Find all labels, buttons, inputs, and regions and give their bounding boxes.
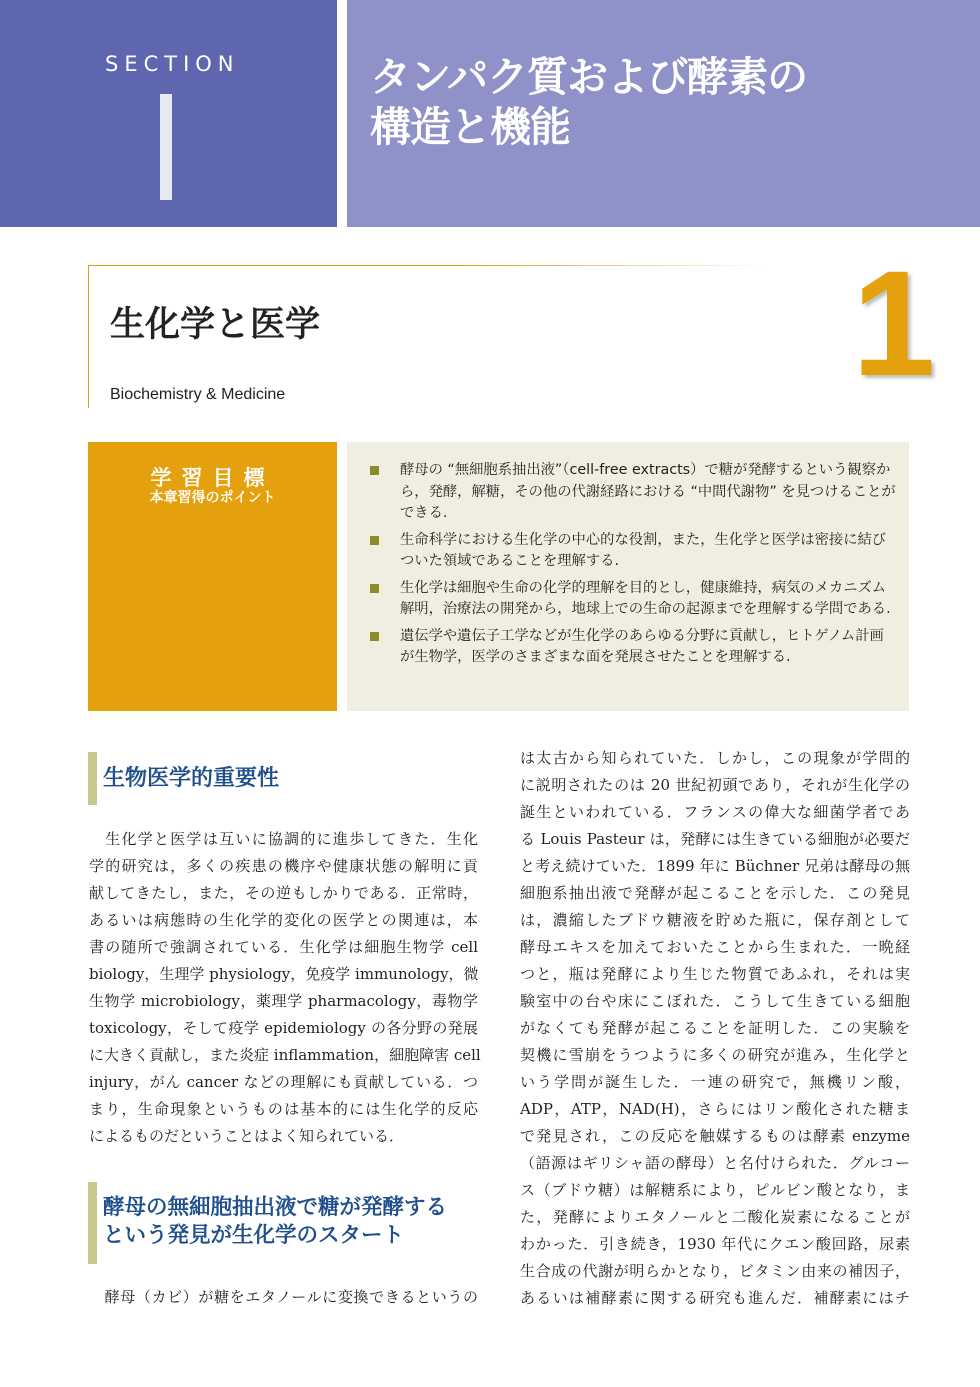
body-line: 験室中の台や床にこぼれた．こうして生きている細胞 <box>520 992 910 1010</box>
body-line: 書の随所で強調されている．生化学は細胞生物学 cell <box>89 938 478 956</box>
body-line: あるいは補酵素に関する研究も進んだ．補酵素にはチ <box>520 1289 910 1307</box>
body-column-right <box>520 745 910 1312</box>
body-line: toxicology，そして疫学 epidemiology の各分野の発展 <box>89 1019 478 1037</box>
objective-text: 生化学は細胞や生命の化学的理解を目的とし，健康維持，病気のメカニズム解明，治療法の開発から，地球上での生命の起源までを理解する学問である. <box>400 579 891 617</box>
section-label: SECTION <box>105 52 240 76</box>
body-line: injury，がん cancer などの理解にも貢献している．つ <box>89 1073 478 1091</box>
objectives-subtitle: 本章習得のポイント <box>149 490 276 506</box>
body-line: あるいは病態時の生化学的変化の医学との関連は，本 <box>89 911 478 929</box>
body-line: いう学問が誕生した．一連の研究で，無機リン酸， <box>520 1073 910 1091</box>
section-heading-biomedical-importance: 生物医学的重要性 <box>88 752 279 805</box>
body-line: 酵母エキスを加えておいたことから生まれた．一晩経 <box>520 938 910 956</box>
objective-item <box>367 578 897 621</box>
body-line: がなくても発酵が起こることを証明した．この実験を <box>520 1019 910 1037</box>
body-line: 学的研究は，多くの疾患の機序や健康状態の解明に貢 <box>89 857 478 875</box>
section-heading-yeast-discovery <box>88 1182 447 1264</box>
objectives-list <box>367 460 897 674</box>
body-line: 細胞系抽出液で発酵が起こることを示した．この発見 <box>520 884 910 902</box>
section-header-panel <box>0 0 337 227</box>
section-number-roman <box>160 94 172 200</box>
body-line: 酵母（カビ）が糖をエタノールに変換できるというの <box>89 1288 478 1306</box>
square-bullet-icon <box>370 536 379 545</box>
objectives-title: 学習目標 <box>150 466 275 490</box>
body-line: 契機に雪崩をうつように多くの研究が進み，生化学と <box>520 1046 910 1064</box>
body-column-left-top <box>89 826 481 1150</box>
body-line: まり，生命現象というものは基本的には生化学的反応 <box>89 1100 478 1118</box>
objective-item <box>367 460 897 525</box>
objective-item <box>367 626 897 669</box>
body-line: は太古から知られていた．しかし，この現象が学問的 <box>520 749 910 767</box>
body-line: ADP，ATP，NAD(H)，さらにはリン酸化された糖ま <box>520 1100 910 1118</box>
objective-item <box>367 530 897 573</box>
objective-text: 生命科学における生化学の中心的な役割，また，生化学と医学は密接に結びついた領域であることを理解する. <box>400 531 887 569</box>
part-title-line: タンパク質および酵素の <box>370 53 808 101</box>
body-line: （語源はギリシャ語の酵母）と名付けられた．グルコー <box>520 1154 910 1172</box>
body-line: 誕生といわれている．フランスの偉大な細菌学者であ <box>520 803 910 821</box>
body-line: に説明されたのは 20 世紀初頭であり，それが生化学の <box>520 776 910 794</box>
objectives-label-panel <box>88 442 337 711</box>
body-line: 生合成の代謝が明らかとなり，ビタミン由来の補因子， <box>520 1262 910 1280</box>
body-line: わかった．引き続き，1930 年代にクエン酸回路，尿素 <box>520 1235 910 1253</box>
square-bullet-icon <box>370 632 379 641</box>
body-line: る Louis Pasteur は，発酵には生きている細胞が必要だ <box>520 830 910 848</box>
heading-line: 酵母の無細胞抽出液で糖が発酵する <box>103 1195 448 1220</box>
square-bullet-icon <box>370 584 379 593</box>
body-line: は，濃縮したブドウ糖液を貯めた瓶に，保存剤として <box>520 911 910 929</box>
body-line: に大きく貢献し，また炎症 inflammation，細胞障害 cell <box>89 1046 481 1064</box>
body-line: で発見され，この反応を触媒するものは酵素 enzyme <box>520 1127 910 1145</box>
chapter-frame-left <box>88 265 89 408</box>
objective-text: 酵母の “無細胞系抽出液”（cell-free extracts）で糖が発酵するという観察から，発酵，解糖，その他の代謝経路における “中間代謝物” を見つけることができる. <box>400 462 896 521</box>
body-line: と考え続けていた．1899 年に Büchner 兄弟は酵母の無 <box>520 857 910 875</box>
objective-text: 遺伝学や遺伝子工学などが生化学のあらゆる分野に貢献し，ヒトゲノム計画が生物学，医学のさまざまな面を発展させたことを理解する. <box>400 627 884 665</box>
part-title <box>370 52 950 152</box>
heading-line: という発見が生化学のスタート <box>103 1223 405 1248</box>
chapter-title: 生化学と医学 <box>110 305 321 345</box>
part-title-line: 構造と機能 <box>370 103 570 151</box>
body-line: によるものだということはよく知られている． <box>89 1127 405 1145</box>
body-line: biology，生理学 physiology，免疫学 immunology，微 <box>89 965 479 983</box>
body-line: つと，瓶は発酵により生じた物質であふれ，それは実 <box>520 965 910 983</box>
body-line: 生物学 microbiology，薬理学 pharmacology，毒物学 <box>89 992 478 1010</box>
chapter-subtitle: Biochemistry & Medicine <box>110 386 286 403</box>
objectives-list-panel <box>347 442 909 711</box>
body-line: ス（ブドウ糖）は解糖系により，ピルビン酸となり，ま <box>520 1181 910 1199</box>
body-line: 生化学と医学は互いに協調的に進歩してきた．生化 <box>89 830 478 848</box>
chapter-frame-top <box>88 265 768 266</box>
square-bullet-icon <box>370 466 379 475</box>
body-line: た，発酵によりエタノールと二酸化炭素になることが <box>520 1208 910 1226</box>
body-column-left-bottom <box>89 1284 478 1311</box>
body-line: 献してきたし，また，その逆もしかりである．正常時， <box>89 884 478 902</box>
chapter-number: 1 <box>852 239 936 407</box>
